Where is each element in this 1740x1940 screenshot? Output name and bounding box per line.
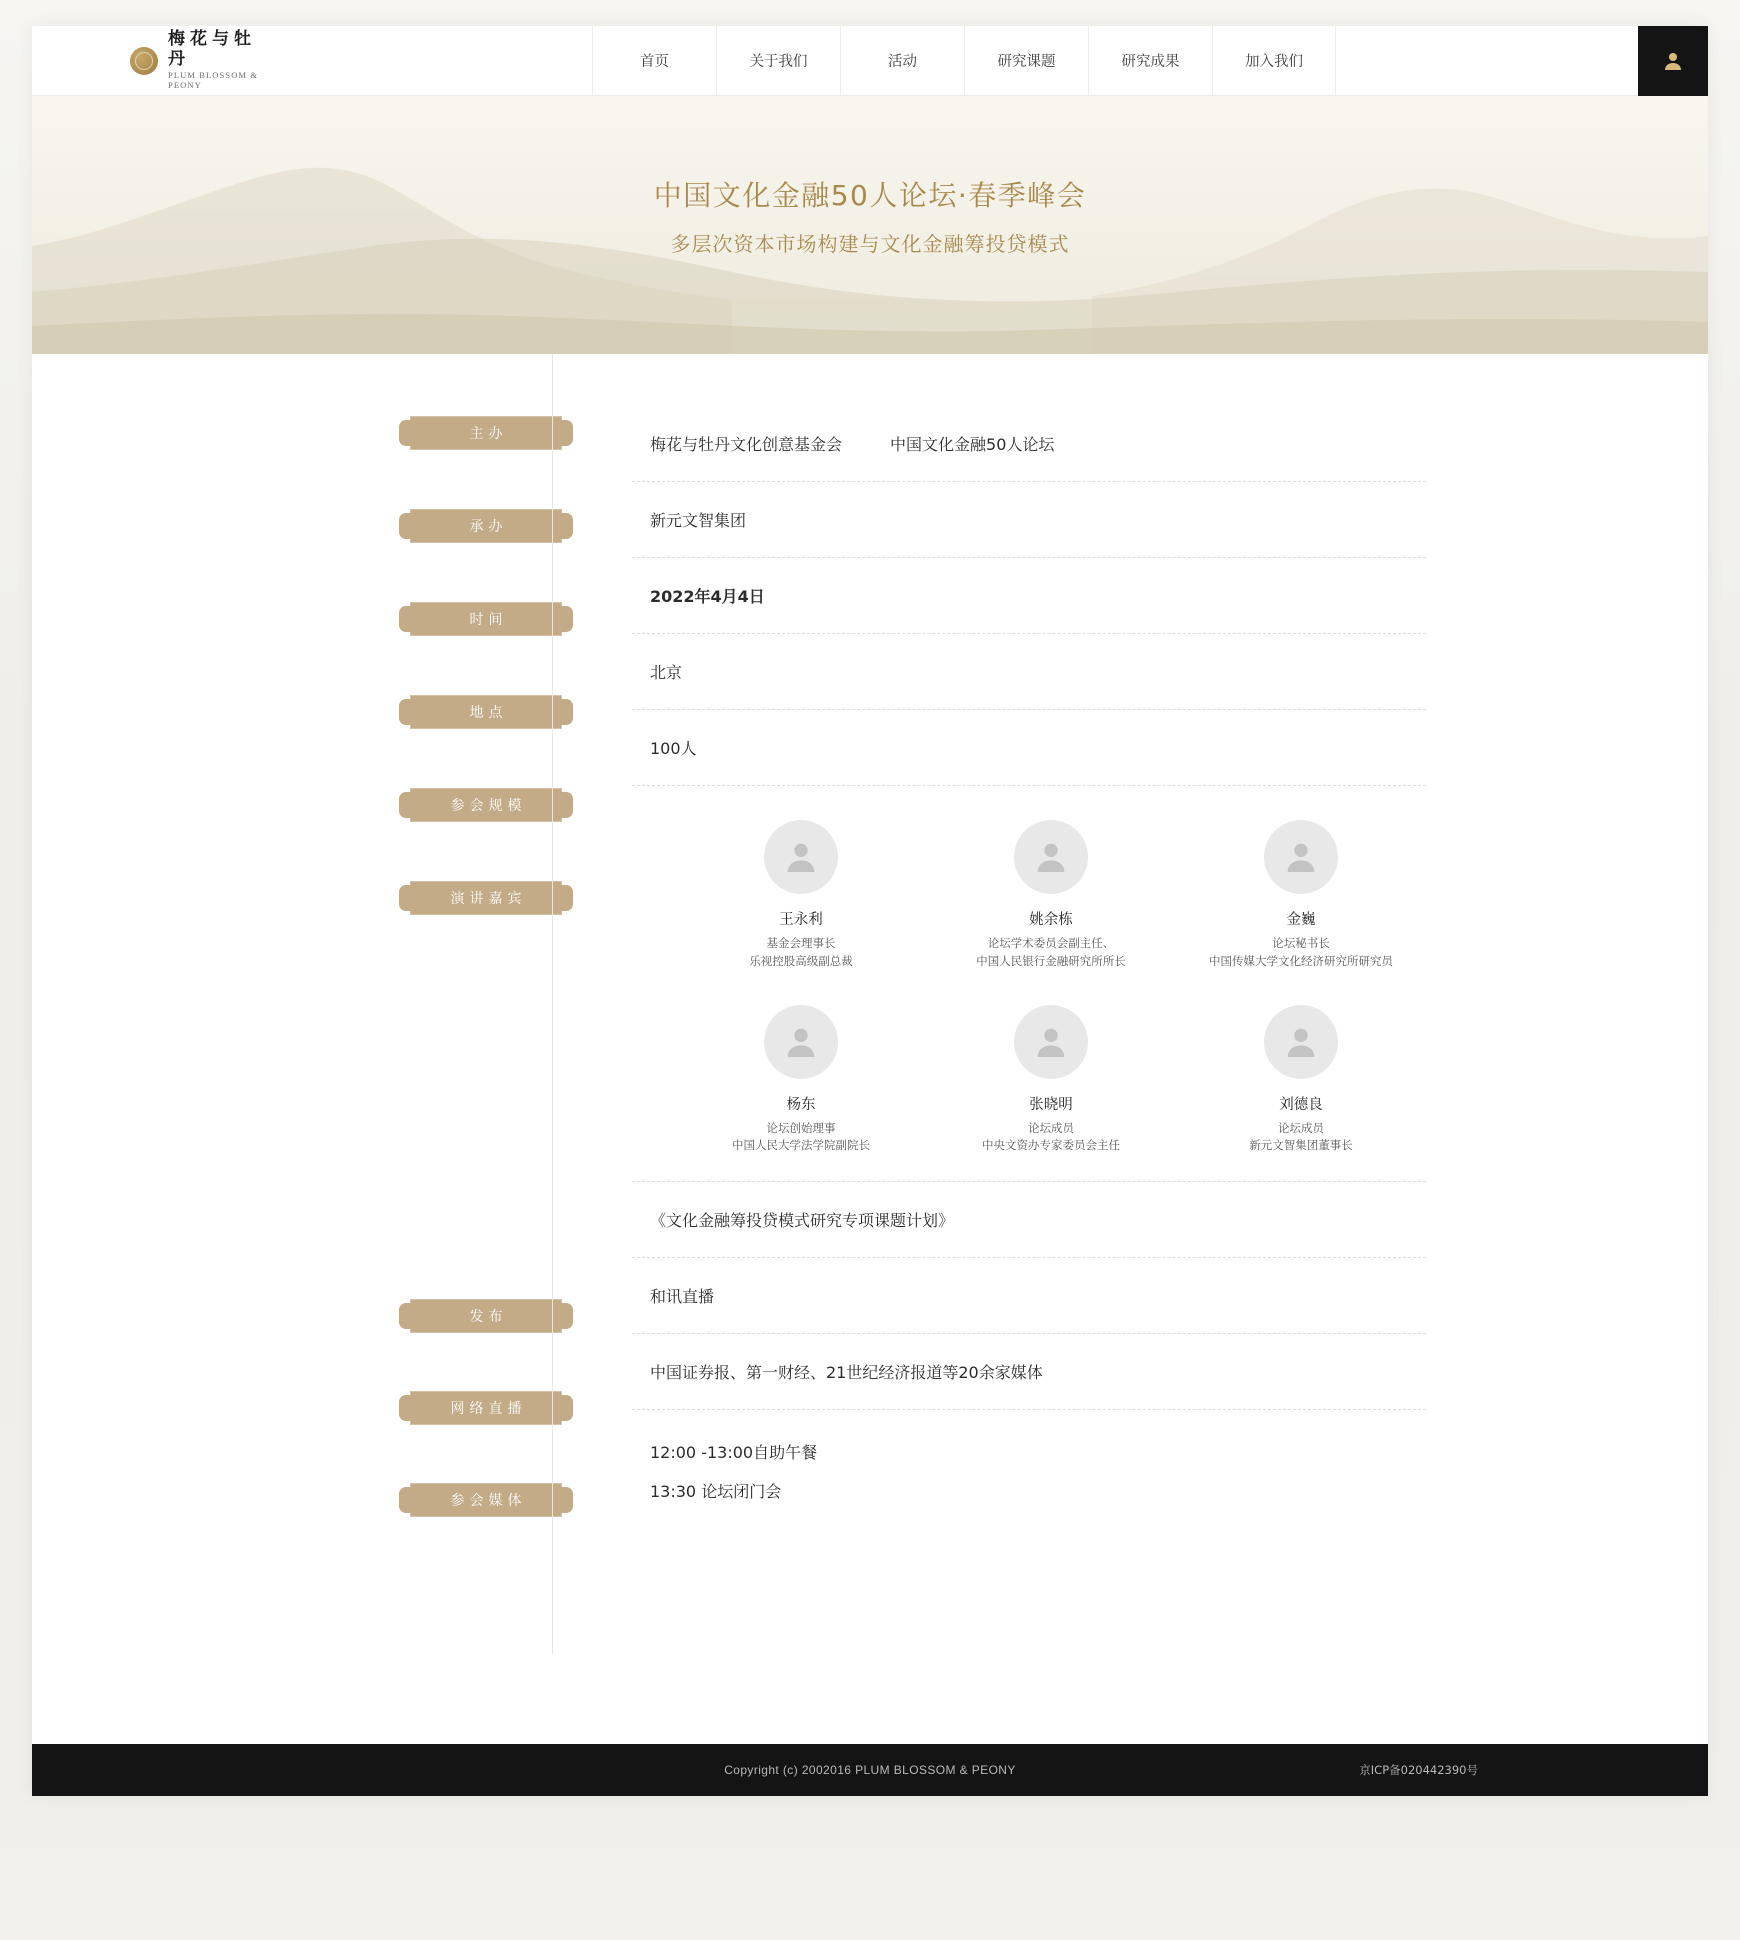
label-undertaker bbox=[410, 509, 562, 543]
row-place bbox=[632, 634, 1426, 710]
nav-item-research-topics[interactable]: 研究课题 bbox=[964, 26, 1088, 95]
speaker-card[interactable] bbox=[926, 1005, 1176, 1156]
detail-values bbox=[552, 354, 1740, 1744]
hero-banner bbox=[32, 96, 1708, 354]
organizer-value-2: 中国文化金融50人论坛 bbox=[890, 435, 1055, 454]
row-scale-inner bbox=[632, 710, 697, 785]
row-livestream-inner bbox=[632, 1258, 714, 1333]
person-icon bbox=[781, 837, 821, 877]
speaker-name: 刘德良 bbox=[1279, 1096, 1323, 1113]
row-scale bbox=[632, 710, 1426, 786]
nav-item-home[interactable]: 首页 bbox=[592, 26, 716, 95]
label-speakers bbox=[410, 881, 562, 915]
speaker-name: 杨东 bbox=[786, 1096, 816, 1113]
logo-title-cn: 梅花与牡丹 bbox=[168, 29, 256, 69]
person-icon bbox=[1031, 837, 1071, 877]
speaker-card[interactable] bbox=[1176, 1005, 1426, 1156]
scale-value: 100人 bbox=[650, 739, 697, 758]
speaker-card[interactable] bbox=[1176, 820, 1426, 971]
label-media-text: 参会媒体 bbox=[450, 1493, 527, 1509]
label-livestream-text: 网络直播 bbox=[450, 1401, 527, 1417]
person-icon bbox=[1281, 837, 1321, 877]
footer-copyright: Copyright (c) 2002016 PLUM BLOSSOM & PEONY bbox=[724, 1763, 1016, 1777]
speaker-grid bbox=[676, 820, 1426, 1155]
row-place-inner bbox=[632, 634, 682, 709]
footer-icp[interactable]: 京ICP备020442390号 bbox=[1359, 1763, 1478, 1777]
speaker-title-2: 新元文智集团董事长 bbox=[1249, 1138, 1353, 1153]
row-media-inner bbox=[632, 1334, 1043, 1409]
person-icon bbox=[1281, 1022, 1321, 1062]
user-account-button[interactable] bbox=[1638, 26, 1708, 96]
row-undertaker-inner bbox=[632, 482, 746, 557]
label-organizer-text: 主办 bbox=[469, 426, 508, 442]
speaker-title-1: 论坛学术委员会副主任、 bbox=[987, 936, 1115, 950]
row-time bbox=[632, 558, 1426, 634]
speaker-card[interactable] bbox=[676, 820, 926, 971]
hero-text bbox=[32, 96, 1708, 257]
logo-icon bbox=[130, 47, 158, 75]
label-place bbox=[410, 695, 562, 729]
label-place-text: 地点 bbox=[469, 705, 508, 721]
media-value: 中国证券报、第一财经、21世纪经济报道等20余家媒体 bbox=[650, 1363, 1043, 1383]
label-publish-text: 发布 bbox=[469, 1309, 508, 1325]
speaker-title-2: 中国传媒大学文化经济研究所研究员 bbox=[1209, 953, 1393, 968]
speaker-name: 金巍 bbox=[1286, 912, 1316, 928]
row-time-inner bbox=[632, 558, 765, 633]
schedule-item: 13:30 论坛闭门会 bbox=[650, 1482, 782, 1502]
speaker-card[interactable] bbox=[926, 820, 1176, 971]
organizer-value-1: 梅花与牡丹文化创意基金会 bbox=[650, 435, 843, 454]
avatar bbox=[1014, 1005, 1088, 1079]
avatar bbox=[764, 820, 838, 894]
row-undertaker bbox=[632, 482, 1426, 558]
label-time-text: 时间 bbox=[469, 612, 508, 628]
speaker-title-1: 论坛秘书长 bbox=[1272, 936, 1330, 950]
site-footer bbox=[32, 1744, 1708, 1796]
row-publish bbox=[632, 1182, 1426, 1258]
speaker-name: 姚余栋 bbox=[1029, 912, 1073, 928]
label-organizer bbox=[410, 416, 562, 450]
person-icon bbox=[1031, 1022, 1071, 1062]
nav-item-activities[interactable]: 活动 bbox=[840, 26, 964, 95]
row-organizer-inner bbox=[632, 406, 1054, 481]
hero-title: 中国文化金融50人论坛·春季峰会 bbox=[653, 179, 1087, 212]
row-publish-inner bbox=[632, 1182, 954, 1257]
nav-item-research-results[interactable]: 研究成果 bbox=[1088, 26, 1212, 95]
schedule-item: 12:00 -13:00自助午餐 bbox=[650, 1443, 818, 1463]
avatar bbox=[764, 1005, 838, 1079]
speaker-name: 张晓明 bbox=[1029, 1096, 1073, 1113]
logo[interactable] bbox=[32, 26, 272, 95]
place-value: 北京 bbox=[650, 663, 683, 682]
main-nav bbox=[592, 26, 1336, 95]
page-container bbox=[32, 26, 1708, 1796]
label-scale bbox=[410, 788, 562, 822]
row-speakers bbox=[632, 786, 1426, 1182]
speaker-title-1: 基金会理事长 bbox=[766, 936, 836, 950]
schedule-list bbox=[632, 1410, 1426, 1558]
page-bottom-spacer bbox=[32, 1796, 1708, 1848]
speaker-title-1: 论坛成员 bbox=[1028, 1120, 1074, 1135]
logo-title-en: PLUM BLOSSOM & PEONY bbox=[168, 70, 259, 91]
label-media bbox=[410, 1483, 562, 1517]
livestream-value: 和讯直播 bbox=[650, 1287, 715, 1307]
nav-item-about[interactable]: 关于我们 bbox=[716, 26, 840, 95]
row-organizer bbox=[632, 406, 1426, 482]
avatar bbox=[1014, 820, 1088, 894]
person-icon bbox=[781, 1022, 821, 1062]
label-undertaker-text: 承办 bbox=[469, 519, 508, 535]
label-speakers-text: 演讲嘉宾 bbox=[450, 891, 527, 907]
row-livestream bbox=[632, 1258, 1426, 1334]
label-scale-text: 参会规模 bbox=[450, 798, 527, 814]
logo-text bbox=[168, 30, 272, 91]
nav-item-join-us[interactable]: 加入我们 bbox=[1212, 26, 1336, 95]
publish-value: 《文化金融筹投贷模式研究专项课题计划》 bbox=[650, 1211, 955, 1231]
organizer-values bbox=[650, 432, 1054, 455]
speaker-title-2: 中央文资办专家委员会主任 bbox=[982, 1138, 1120, 1153]
speaker-title-1: 论坛成员 bbox=[1278, 1120, 1324, 1135]
site-header bbox=[32, 26, 1708, 96]
avatar bbox=[1264, 820, 1338, 894]
speaker-card[interactable] bbox=[676, 1005, 926, 1156]
speaker-title-1: 论坛创始理事 bbox=[766, 1120, 836, 1135]
event-details bbox=[32, 354, 1708, 1744]
undertaker-value: 新元文智集团 bbox=[650, 511, 747, 530]
label-publish bbox=[410, 1299, 562, 1333]
speaker-name: 王永利 bbox=[779, 912, 823, 928]
speaker-title-2: 乐视控股高级副总裁 bbox=[749, 953, 853, 968]
user-icon bbox=[1661, 49, 1685, 73]
hero-subtitle: 多层次资本市场构建与文化金融筹投贷模式 bbox=[670, 232, 1070, 256]
label-time bbox=[410, 602, 562, 636]
time-value: 2022年4月4日 bbox=[650, 587, 765, 606]
row-media bbox=[632, 1334, 1426, 1410]
speaker-title-2: 中国人民大学法学院副院长 bbox=[732, 1138, 870, 1153]
avatar bbox=[1264, 1005, 1338, 1079]
label-livestream bbox=[410, 1391, 562, 1425]
label-rail bbox=[32, 354, 552, 1744]
speaker-title-2: 中国人民银行金融研究所所长 bbox=[976, 953, 1126, 968]
